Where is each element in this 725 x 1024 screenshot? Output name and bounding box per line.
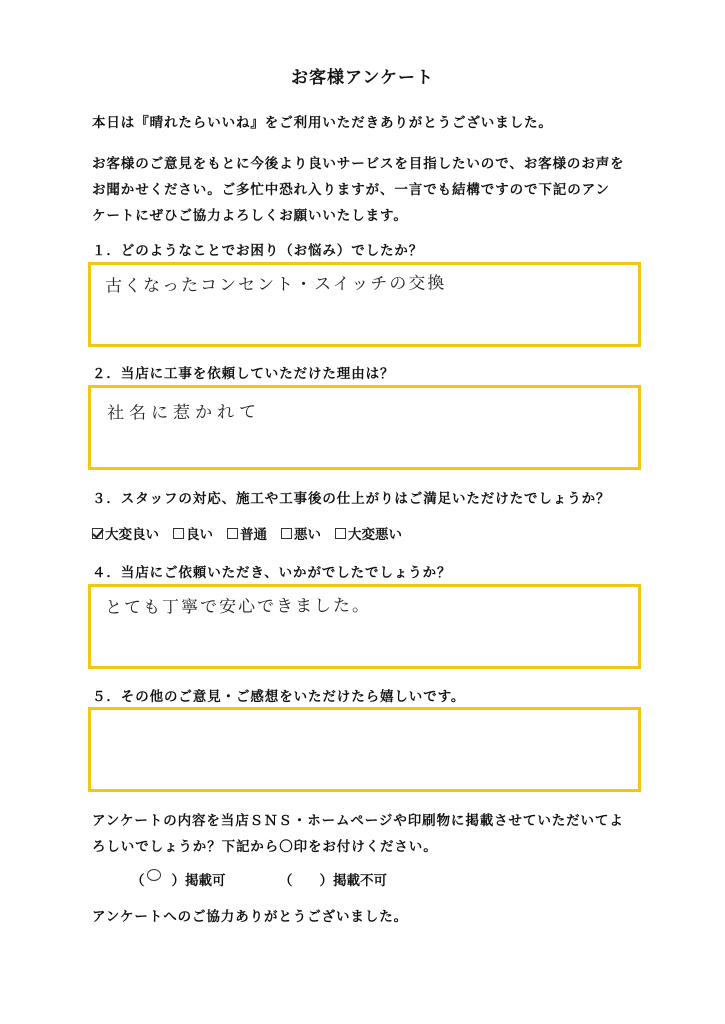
- publish-not-allowed[interactable]: （ ）掲載不可: [279, 873, 387, 889]
- circle-mark-icon: [147, 869, 161, 881]
- intro-line-4: ケートにぜひご協力よろしくお願いいたします。: [92, 208, 408, 224]
- option-label: 大変良い: [105, 527, 159, 543]
- satisfaction-options: [92, 523, 402, 543]
- thanks-text: アンケートへのご協力ありがとうございました。: [92, 909, 408, 925]
- option-label: 大変悪い: [348, 527, 402, 543]
- answer-text-1: 古くなったコンセント・スイッチの交換: [104, 273, 447, 297]
- answer-box-4[interactable]: [88, 584, 641, 669]
- publish-line-1: アンケートの内容を当店ＳＮＳ・ホームページや印刷物に掲載させていただいてよ: [92, 813, 624, 829]
- checkbox-icon[interactable]: [173, 528, 184, 539]
- intro-line-3: お聞かせください。ご多忙中恐れ入りますが、一言でも結構ですので下記のアン: [92, 182, 610, 198]
- publish-line-2: ろしいでしょうか？下記から〇印をお付けください。: [92, 839, 438, 855]
- option-very-good[interactable]: [92, 523, 159, 543]
- checkbox-icon[interactable]: [335, 528, 346, 539]
- page-title: お客様アンケート: [291, 68, 434, 88]
- answer-text-4: とても丁寧で安心できました。: [104, 595, 372, 619]
- question-4: ４．当店にご依頼いただき、いかがでしたでしょうか？: [92, 565, 452, 581]
- checkbox-icon[interactable]: [227, 528, 238, 539]
- answer-box-1[interactable]: [88, 262, 641, 347]
- intro-line-1: 本日は『晴れたらいいね』をご利用いただきありがとうございました。: [92, 115, 553, 131]
- publish-allowed[interactable]: （ ）掲載可: [131, 873, 226, 889]
- checkbox-icon[interactable]: [281, 528, 292, 539]
- answer-box-5[interactable]: [88, 707, 641, 792]
- intro-line-2: お客様のご意見をもとに今後より良いサービスを目指したいので、お客様のお声を: [92, 156, 625, 172]
- question-1: １．どのようなことでお困り（お悩み）でしたか？: [92, 243, 424, 259]
- option-good[interactable]: [173, 523, 213, 543]
- question-5: ５．その他のご意見・ご感想をいただけたら嬉しいです。: [92, 689, 466, 705]
- option-label: 良い: [186, 527, 213, 543]
- question-2: ２．当店に工事を依頼していただけた理由は？: [92, 366, 395, 382]
- option-very-bad[interactable]: [335, 523, 402, 543]
- option-normal[interactable]: [227, 523, 267, 543]
- question-3: ３．スタッフの対応、施工や工事後の仕上がりはご満足いただけたでしょうか？: [92, 491, 611, 507]
- option-label: 悪い: [294, 527, 321, 543]
- option-bad[interactable]: [281, 523, 321, 543]
- answer-box-2[interactable]: [88, 385, 641, 470]
- option-label: 普通: [240, 527, 267, 543]
- checkbox-checked-icon[interactable]: [92, 528, 103, 539]
- answer-text-2: 社名に惹かれて: [106, 402, 262, 424]
